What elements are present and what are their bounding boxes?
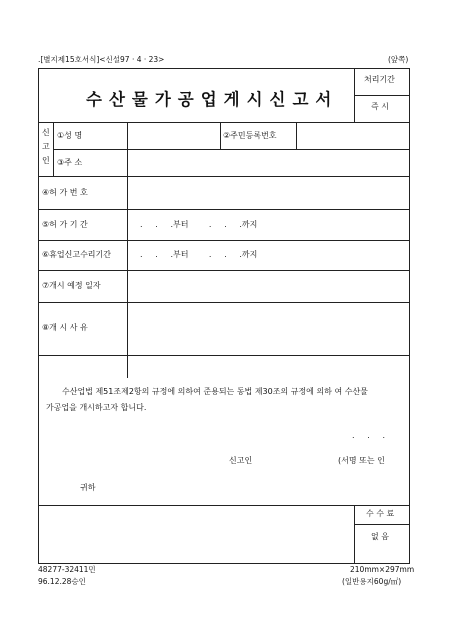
approval-date: 96.12.28승인 xyxy=(38,577,86,586)
form-number: 48277-32411민 xyxy=(38,565,96,574)
permit-period-bottom-line xyxy=(38,240,410,241)
permit-period-label: ⑤허 가 기 간 xyxy=(42,220,88,229)
permit-number-label: ④허 가 번 호 xyxy=(42,188,88,197)
closure-period-label: ⑥휴업신고수리기간 xyxy=(42,250,111,259)
rrn-label: ②주민등록번호 xyxy=(223,131,277,140)
permit-period-value[interactable]: . . .부터 . . .까지 xyxy=(140,220,258,229)
reporter-group-char-2: 고 xyxy=(42,142,50,151)
address-label: ③주 소 xyxy=(57,158,83,167)
reporter-mid-line xyxy=(53,149,410,150)
fee-divider xyxy=(354,505,355,564)
reporter-sign-label: 신고인 xyxy=(229,456,253,465)
reporter-group-char-3: 인 xyxy=(42,156,50,165)
fee-mid-line xyxy=(354,524,410,525)
rrn-divider xyxy=(220,122,221,149)
processing-mid-line xyxy=(354,95,410,96)
rrn-value-divider xyxy=(296,122,297,149)
reporter-bottom-line xyxy=(38,176,410,177)
processing-period-label: 처리기간 xyxy=(364,75,395,84)
addressee-label: 귀하 xyxy=(80,483,96,492)
processing-period-value: 즉 시 xyxy=(371,102,389,111)
name-label: ①성 명 xyxy=(57,131,83,140)
page-side-label: (앞쪽) xyxy=(388,55,409,64)
form-title: 수산물가공업게시신고서 xyxy=(86,90,339,109)
statement-line-1: 수산업법 제51조제2항의 규정에 의하여 준용되는 동법 제30조의 규정에 의하 여 수산물 xyxy=(62,387,368,396)
fee-value: 없 음 xyxy=(371,532,389,541)
closure-period-bottom-line xyxy=(38,270,410,271)
permit-number-bottom-line xyxy=(38,209,410,210)
planned-date-bottom-line xyxy=(38,302,410,303)
statement-date[interactable]: . . . xyxy=(352,431,386,440)
title-bottom-line xyxy=(38,122,410,123)
reporter-group-char-1: 신 xyxy=(42,128,50,137)
reason-bottom-line xyxy=(38,355,410,356)
statement-line-2: 가공업을 개시하고자 합니다. xyxy=(46,403,147,412)
paper-type: (일반용지60g/㎡) xyxy=(342,577,402,586)
paper-size: 210mm×297mm xyxy=(350,565,415,574)
fee-label: 수 수 료 xyxy=(366,509,395,518)
reason-label: ⑧개 시 사 유 xyxy=(42,323,88,332)
label-column-divider xyxy=(127,122,128,378)
form-code: .[별지제15호서식]<신설97 · 4 · 23> xyxy=(38,55,165,64)
planned-date-label: ⑦개시 예정 일자 xyxy=(42,281,101,290)
signature-label: (서명 또는 인 xyxy=(338,456,385,465)
closure-period-value[interactable]: . . .부터 . . .까지 xyxy=(140,250,258,259)
